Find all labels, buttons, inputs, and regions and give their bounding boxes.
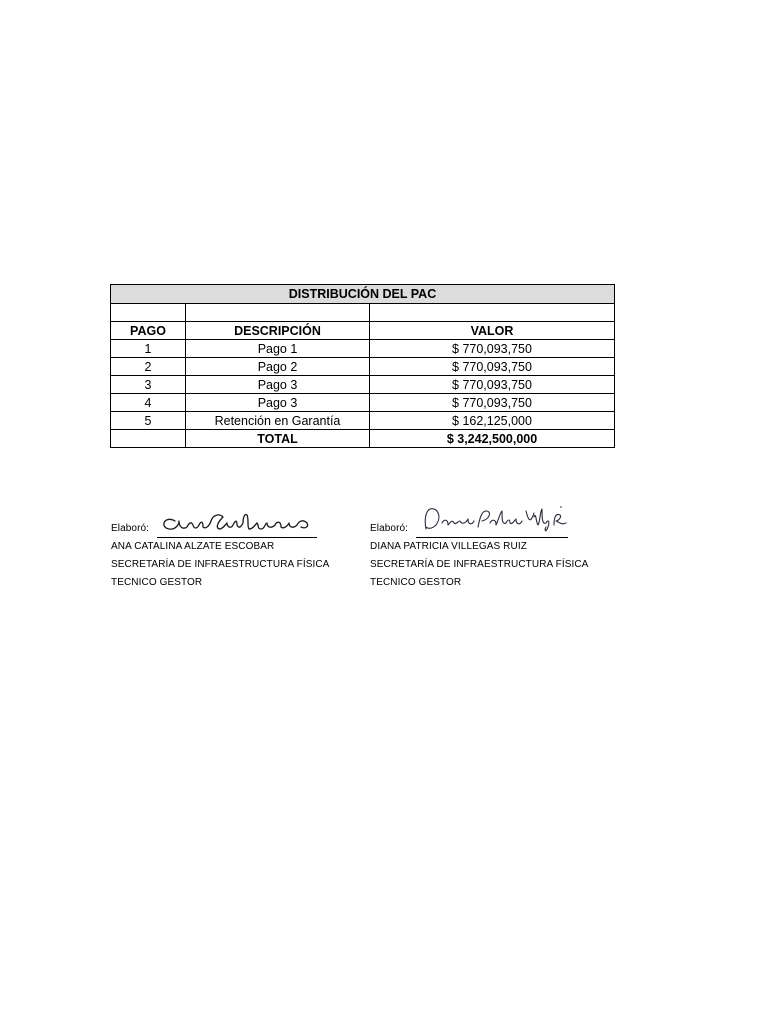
table-header-row [111, 322, 615, 340]
empty-cell [111, 430, 186, 448]
handwritten-signature-ana [157, 507, 317, 537]
table-row [111, 340, 615, 358]
elaboro-label: Elaboró: [370, 523, 409, 534]
empty-cell [186, 304, 370, 322]
elaboro-line [111, 510, 341, 538]
signer-department: SECRETARÍA DE INFRAESTRUCTURA FÍSICA [370, 559, 589, 570]
cell-valor: $ 770,093,750 [370, 394, 615, 412]
cell-valor: $ 162,125,000 [370, 412, 615, 430]
total-value: $ 3,242,500,000 [370, 430, 615, 448]
total-label: TOTAL [186, 430, 370, 448]
signature-block-ana [111, 510, 341, 592]
empty-cell [111, 304, 186, 322]
empty-cell [370, 304, 615, 322]
cell-pago: 3 [111, 376, 186, 394]
cell-pago: 4 [111, 394, 186, 412]
signer-role: TECNICO GESTOR [370, 577, 462, 588]
cell-valor: $ 770,093,750 [370, 358, 615, 376]
header-valor: VALOR [370, 322, 615, 340]
handwritten-signature-diana [416, 503, 568, 537]
signature-line [416, 509, 568, 538]
table-row [111, 394, 615, 412]
signature-line [157, 509, 317, 538]
cell-descripcion: Pago 2 [186, 358, 370, 376]
cell-valor: $ 770,093,750 [370, 340, 615, 358]
table-title-row [111, 285, 615, 304]
table-title: DISTRIBUCIÓN DEL PAC [111, 285, 615, 304]
cell-valor: $ 770,093,750 [370, 376, 615, 394]
cell-pago: 2 [111, 358, 186, 376]
table-empty-row [111, 304, 615, 322]
elaboro-line [370, 510, 600, 538]
table-row [111, 358, 615, 376]
cell-descripcion: Retención en Garantía [186, 412, 370, 430]
elaboro-label: Elaboró: [111, 523, 150, 534]
signature-block-diana [370, 510, 600, 592]
signer-role: TECNICO GESTOR [111, 577, 203, 588]
cell-descripcion: Pago 3 [186, 376, 370, 394]
table-total-row [111, 430, 615, 448]
header-descripcion: DESCRIPCIÓN [186, 322, 370, 340]
cell-descripcion: Pago 3 [186, 394, 370, 412]
cell-pago: 1 [111, 340, 186, 358]
signer-name: DIANA PATRICIA VILLEGAS RUIZ [370, 541, 527, 552]
cell-descripcion: Pago 1 [186, 340, 370, 358]
signer-name: ANA CATALINA ALZATE ESCOBAR [111, 541, 275, 552]
table-row [111, 376, 615, 394]
header-pago: PAGO [111, 322, 186, 340]
signer-department: SECRETARÍA DE INFRAESTRUCTURA FÍSICA [111, 559, 330, 570]
pac-distribution-table [110, 284, 615, 448]
table-row [111, 412, 615, 430]
cell-pago: 5 [111, 412, 186, 430]
